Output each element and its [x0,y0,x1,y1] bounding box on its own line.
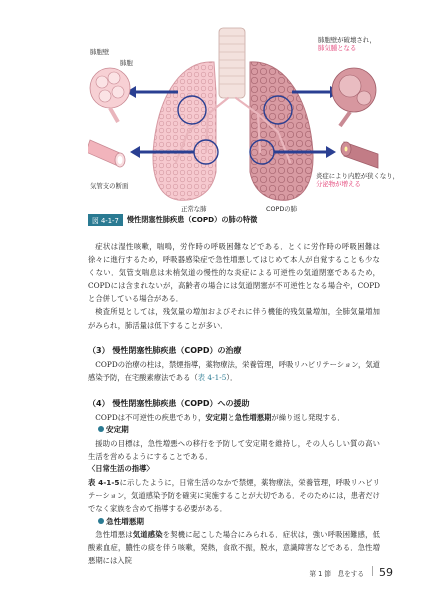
inset-copd-alveoli [332,68,376,126]
label-normal-lung: 正常な肺 [181,205,207,213]
support-text-a: COPDは不可逆性の疾患であり， [95,413,206,422]
paragraph-3-block [88,358,380,384]
paragraph-7-block [88,528,380,567]
stable-phase-title: 安定期 [106,425,129,434]
paragraph-tests: 検査所見としては，残気量の増加およびそれに伴う機能的残気量増加，全肺気量増加がみられ，肺活量は低下することが多い． [88,307,380,330]
term-stable-phase: 安定期 [205,413,228,422]
label-narrowed [316,172,399,188]
lung-illustration [88,22,380,222]
term-airway-infection: 気道感染 [132,530,163,539]
section-3-title: （3） 慢性閉塞性肺疾患（COPD）の治療 [88,346,242,355]
page-number: 59 [379,566,393,579]
paragraph-daily-life [88,476,380,515]
daily-life-heading: 〈日常生活の指導〉 [88,464,154,473]
support-text-b: が繰り返し発現する． [271,413,345,422]
paragraph-1-block [88,240,380,332]
paragraph-4-block [88,411,380,424]
paragraph-stable-goal: 援助の目標は，急性増悪への移行を予防して安定期を維持し，その人らしい質の高い生活を営めるようにすることである． [88,439,380,462]
section-4-title: （4） 慢性閉塞性肺疾患（COPD）への援助 [88,399,250,408]
support-text-and: と [227,413,235,422]
inset-copd-bronchus [341,142,378,168]
label-destroyed [318,36,376,52]
inset-normal-bronchus [88,140,125,167]
paragraph-5-block [88,437,380,463]
label-alveolus: 肺胞 [120,59,133,67]
bullet-dot-icon [98,426,104,432]
label-narrowed-line2: 分泌物が増える [316,180,361,188]
footer-section: 第 1 節 息をする [309,570,364,578]
paragraph-treatment [88,358,380,384]
stable-phase-heading [98,424,129,435]
paragraph-symptoms: 症状は湿性咳嗽，喘鳴，労作時の呼吸困難などである．とくに労作時の呼吸困難は徐々に進行するため，呼吸器感染症で急性増悪してはじめて本人が自覚することも少なくない．気管支喘息は未梢気道の慢性的な炎症による可逆性の気道閉塞であるため，COPDには含まれないが，高齢者の場合には気道閉塞が不可逆性となる場合や，COPDと合併している場合がある． [88,242,380,304]
trachea [219,28,245,98]
acute-phase-title: 急性増悪期 [106,517,144,526]
label-alveolar-wall: 肺胞壁 [90,48,110,56]
bullet-dot-icon [98,518,104,524]
footer-divider [372,566,373,576]
paragraph-daily-life-text: に示したように，日常生活のなかで禁煙，薬物療法，栄養管理，呼吸リハビリテーション，気道感染予防を確実に実施することが大切である．そのためには，患者だけでなく家族を含めて指導する必要がある． [88,478,380,514]
inset-normal-alveoli [90,68,130,122]
figure-caption [88,214,380,226]
paragraph-support [88,411,380,424]
table-ref-4-1-5[interactable]: 表 4-1-5 [197,373,227,383]
label-destroyed-line2: 肺気腫となる [318,44,357,52]
label-narrowed-line1: 炎症により内腔が狭くなり， [316,172,400,180]
label-bronchiole-cross: 気管支の断面 [90,182,129,190]
label-copd-lung: COPDの肺 [266,205,298,213]
page-footer [309,566,393,579]
paragraph-treatment-end: ）． [226,373,238,383]
paragraph-treatment-text: COPDの治療の柱は，禁煙指導，薬物療法，栄養管理，呼吸リハビリテーション，気道感染予防，在宅酸素療法である（ [88,360,380,383]
acute-phase-heading [98,516,144,527]
acute-text-b: を契機に起こした場合にみられる．症状は，強い呼吸困難感，低酸素血症，膿性の痰を伴う咳嗽，発熱，食欲不振，脱水，意識障害などである．急性増悪期には入院 [88,530,380,566]
paragraph-6-block [88,476,380,515]
paragraph-acute [88,528,380,567]
acute-text-a: 急性増悪は [95,530,133,539]
figure-number: 図 4-1-7 [88,214,123,226]
label-destroyed-line1: 肺胞壁が破壊され， [318,36,376,44]
figure-title: 慢性閉塞性肺疾患（COPD）の肺の特徴 [126,215,258,224]
term-acute-exacerbation: 急性増悪期 [234,413,272,422]
table-ref-bold[interactable]: 表 4-1-5 [88,478,120,487]
copd-figure [88,22,400,222]
